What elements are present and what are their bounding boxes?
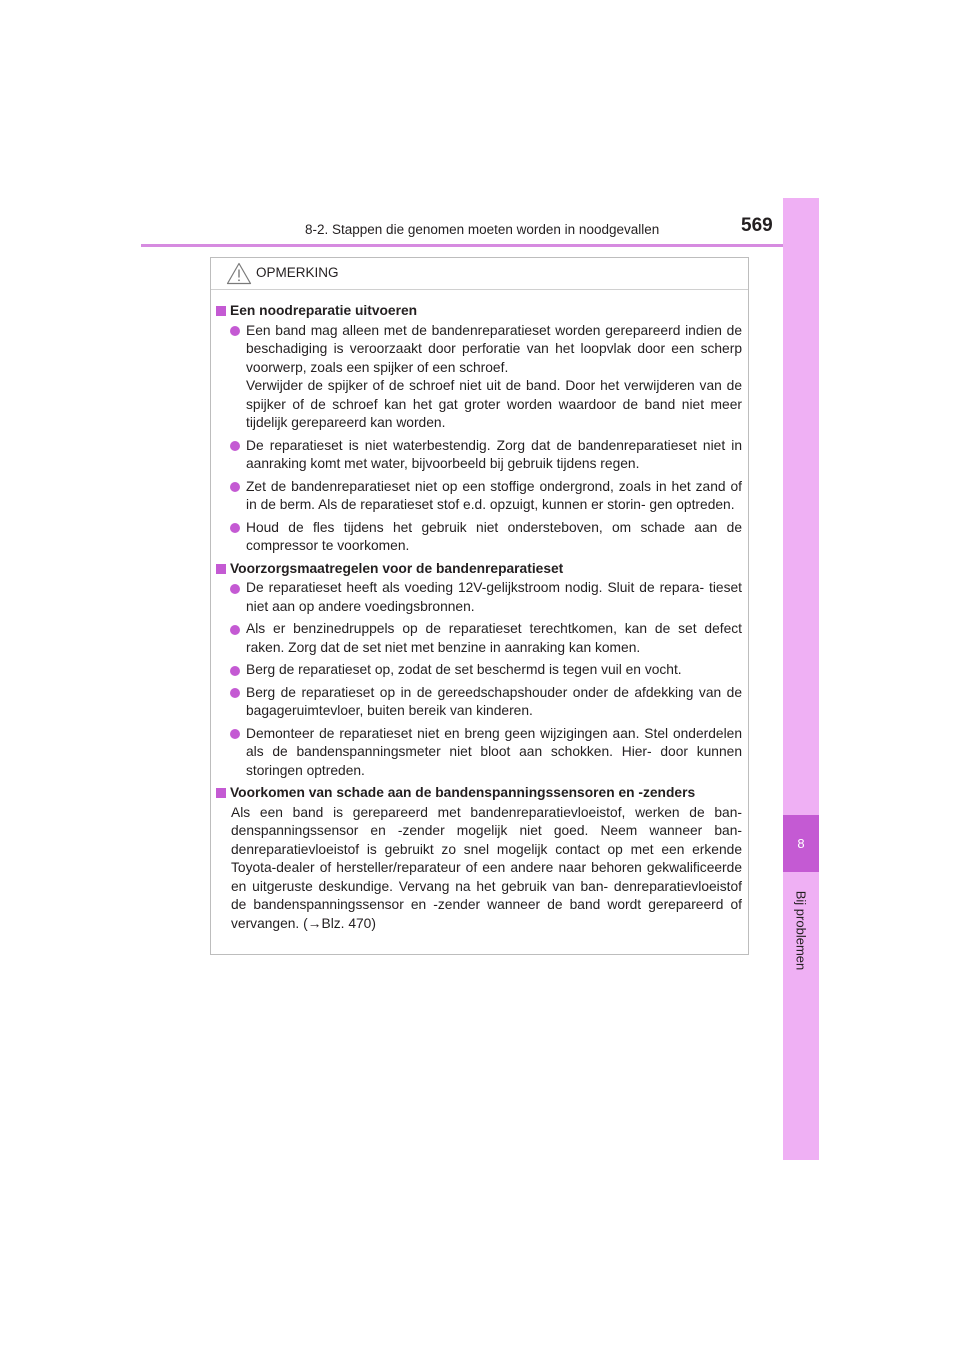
chapter-title-text: Bij problemen: [793, 890, 809, 970]
list-item: Berg de reparatieset op in de gereedschapshouder onder de afdekking van de bagageruimtevloer, buiten bereik van kinderen.: [216, 684, 742, 721]
circle-bullet-icon: [230, 729, 240, 739]
list-item: Een band mag alleen met de bandenreparatieset worden gerepareerd indien de beschadiging is veroorzaakt door perforatie van het loopvlak door een scherp voorwerp, zoals een spijker of een schroef. Verwijder de spijker of de schroef niet uit de band. Door het verwijderen van de spijker of de schroef kan het gat groter worden waardoor de band niet meer tijdelijk gerepareerd kan worden.: [216, 322, 742, 433]
list-item: De reparatieset heeft als voeding 12V-gelijkstroom nodig. Sluit de repara- tieset niet aan op andere voedingsbronnen.: [216, 579, 742, 616]
circle-bullet-icon: [230, 441, 240, 451]
list-item: De reparatieset is niet waterbestendig. Zorg dat de bandenreparatieset niet in aanraking komt met water, bijvoorbeeld bij gebruik tijdens regen.: [216, 437, 742, 474]
chapter-title-vertical: [783, 880, 819, 980]
circle-bullet-icon: [230, 482, 240, 492]
circle-bullet-icon: [230, 688, 240, 698]
circle-bullet-icon: [230, 326, 240, 336]
list-item: Zet de bandenreparatieset niet op een stoffige ondergrond, zoals in het zand of in de berm. Als de reparatieset stof e.d. opzuigt, kunnen er storin- gen optreden.: [216, 478, 742, 515]
section-heading: Voorkomen van schade aan de bandenspanningssensoren en -zenders: [216, 784, 742, 803]
chapter-number: 8: [783, 815, 819, 872]
list-item: Berg de reparatieset op, zodat de set beschermd is tegen vuil en vocht.: [216, 661, 742, 680]
chapter-side-tab: [783, 198, 819, 1160]
notice-label: OPMERKING: [256, 265, 339, 280]
running-header: 8-2. Stappen die genomen moeten worden in noodgevallen: [305, 222, 660, 237]
notice-header: [211, 258, 748, 290]
list-item: Houd de fles tijdens het gebruik niet ondersteboven, om schade aan de compressor te voorkomen.: [216, 519, 742, 556]
list-item: Als er benzinedruppels op de reparatieset terechtkomen, kan de set defect raken. Zorg dat de set niet met benzine in aanraking kan komen.: [216, 620, 742, 657]
square-marker-icon: [216, 788, 226, 798]
list-item: Demonteer de reparatieset niet en breng geen wijzigingen aan. Stel onderdelen als de bandenspanningsmeter niet bloot aan schokken. Hier- door kunnen storingen optreden.: [216, 725, 742, 781]
section-heading: Een noodreparatie uitvoeren: [216, 302, 742, 321]
warning-triangle-icon: [226, 262, 252, 285]
circle-bullet-icon: [230, 666, 240, 676]
square-marker-icon: [216, 306, 226, 316]
square-marker-icon: [216, 564, 226, 574]
circle-bullet-icon: [230, 523, 240, 533]
paragraph: Als een band is gerepareerd met bandenreparatievloeistof, werken de ban- denspanningssensor en -zender mogelijk niet goed. Neem wanneer ban- denreparatievloeistof is gebruikt zo snel mogelijk contact op met een erkende Toyota-dealer of hersteller/reparateur of een andere naar behoren gekwalificeerde en uitgeruste deskundige. Vervang na het gebruik van ban- denreparatievloeistof de bandenspanningssensor en -zender wanneer de band wordt gerepareerd of vervangen. (→Blz. 470): [231, 804, 742, 931]
notice-body: [211, 302, 748, 933]
section-heading: Voorzorgsmaatregelen voor de bandenreparatieset: [216, 560, 742, 579]
circle-bullet-icon: [230, 584, 240, 594]
page-number: 569: [741, 215, 773, 236]
circle-bullet-icon: [230, 625, 240, 635]
notice-box: [210, 257, 749, 955]
header-rule: [141, 244, 819, 247]
